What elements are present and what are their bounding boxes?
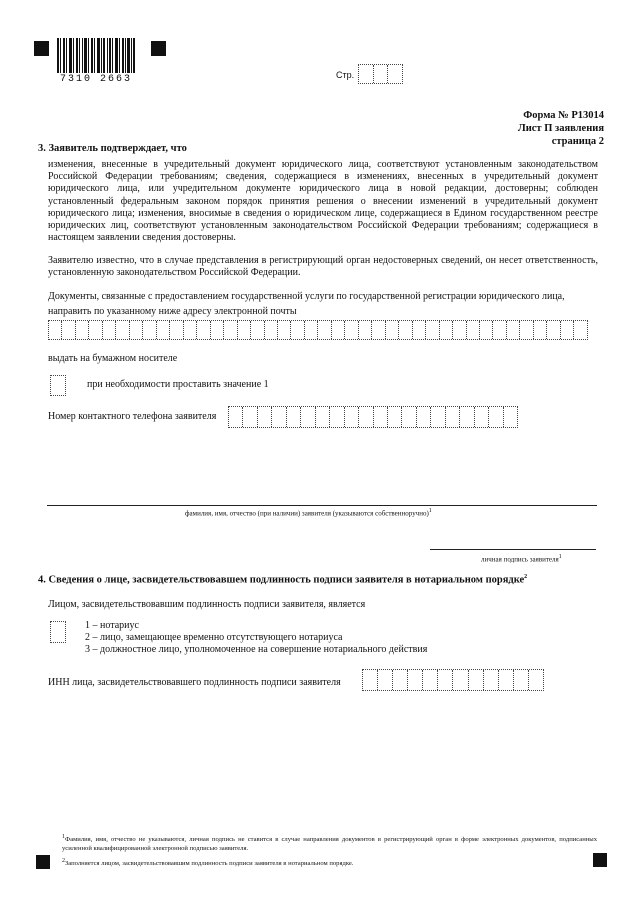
notary-option-3: 3 – должностное лицо, уполномоченное на совершение нотариального действия	[85, 644, 428, 655]
confirmation-paragraph: изменения, внесенные в учредительный документ юридического лица, соответствуют установленным законодательством Российской Федерации требованиям; сведения, содержащиеся в изменениях, внесенных в учредительный документ юридического лица, или учредительном документе юридического лица в новой редакции, достоверны; соблюден установленный федеральным законом порядок принятия решения о внесении изменений в учредительный документ юридического лица; изменения, вносимые в сведения о юридическом лице, содержащиеся в Едином государственном реестре юридических лиц, соответствуют установленным законодательством Российской Федерации требованиям; содержащиеся в настоящем заявлении сведения достоверны.	[48, 159, 598, 244]
corner-marker-top-left	[34, 41, 49, 56]
paper-label: выдать на бумажном носителе	[48, 353, 178, 364]
applicant-name-line	[47, 505, 597, 506]
notary-option-2: 2 – лицо, замещающее временно отсутствующего нотариуса	[85, 632, 343, 643]
notary-type-checkbox[interactable]	[50, 621, 66, 643]
signature-caption: личная подпись заявителя$^1$	[481, 554, 562, 564]
email-label: направить по указанному ниже адресу электронной почты	[48, 306, 297, 317]
email-field[interactable]	[48, 320, 588, 340]
form-title: Форма № Р13014	[523, 110, 604, 121]
documents-text: Документы, связанные с предоставлением государственной услуги по государственной регистрации юридического лица,	[48, 291, 565, 302]
barcode-number: 7310 2663	[60, 74, 133, 85]
phone-field[interactable]	[228, 406, 518, 428]
notary-intro: Лицом, засвидетельствовавшим подлинность подписи заявителя, является	[48, 599, 366, 610]
corner-marker-top-right	[151, 41, 166, 56]
phone-label: Номер контактного телефона заявителя	[48, 411, 217, 422]
corner-marker-bottom-left	[36, 855, 50, 869]
page-number-field[interactable]	[358, 64, 403, 84]
inn-field[interactable]	[362, 669, 544, 691]
footnote-2: $^2$Заполняется лицом, засвидетельствовавшим подлинность подписи заявителя в нотариальном порядке.	[62, 858, 354, 868]
liability-paragraph: Заявителю известно, что в случае представления в регистрирующий орган недостоверных сведений, он несет ответственность, установленную законодательством Российской Федерации.	[48, 255, 598, 279]
footnote-1: $^1$Фамилия, имя, отчество не указываются, личная подпись не ставится в случае направления документов в регистрирующий орган в форме электронных документов, подписанных усиленной квалифицированной электронной подписью заявителя.	[62, 834, 597, 853]
section-4-title: 4. Сведения о лице, засвидетельствовавшем подлинность подписи заявителя в нотариальном порядке$^2$	[38, 574, 528, 586]
applicant-name-caption: фамилия, имя, отчество (при наличии) заявителя (указываются собственноручно)$^1$	[185, 508, 432, 518]
section-3-title: 3. Заявитель подтверждает, что	[38, 143, 187, 154]
checkbox-hint: при необходимости проставить значение 1	[87, 379, 269, 390]
page-subtitle: страница 2	[551, 136, 604, 147]
notary-option-1: 1 – нотариус	[85, 620, 139, 631]
page-label: Стр.	[336, 70, 355, 80]
signature-line	[430, 549, 596, 550]
inn-label: ИНН лица, засвидетельствовавшего подлинность подписи заявителя	[48, 677, 341, 688]
paper-checkbox[interactable]	[50, 375, 66, 396]
barcode	[57, 38, 135, 73]
sheet-title: Лист П заявления	[517, 123, 604, 134]
